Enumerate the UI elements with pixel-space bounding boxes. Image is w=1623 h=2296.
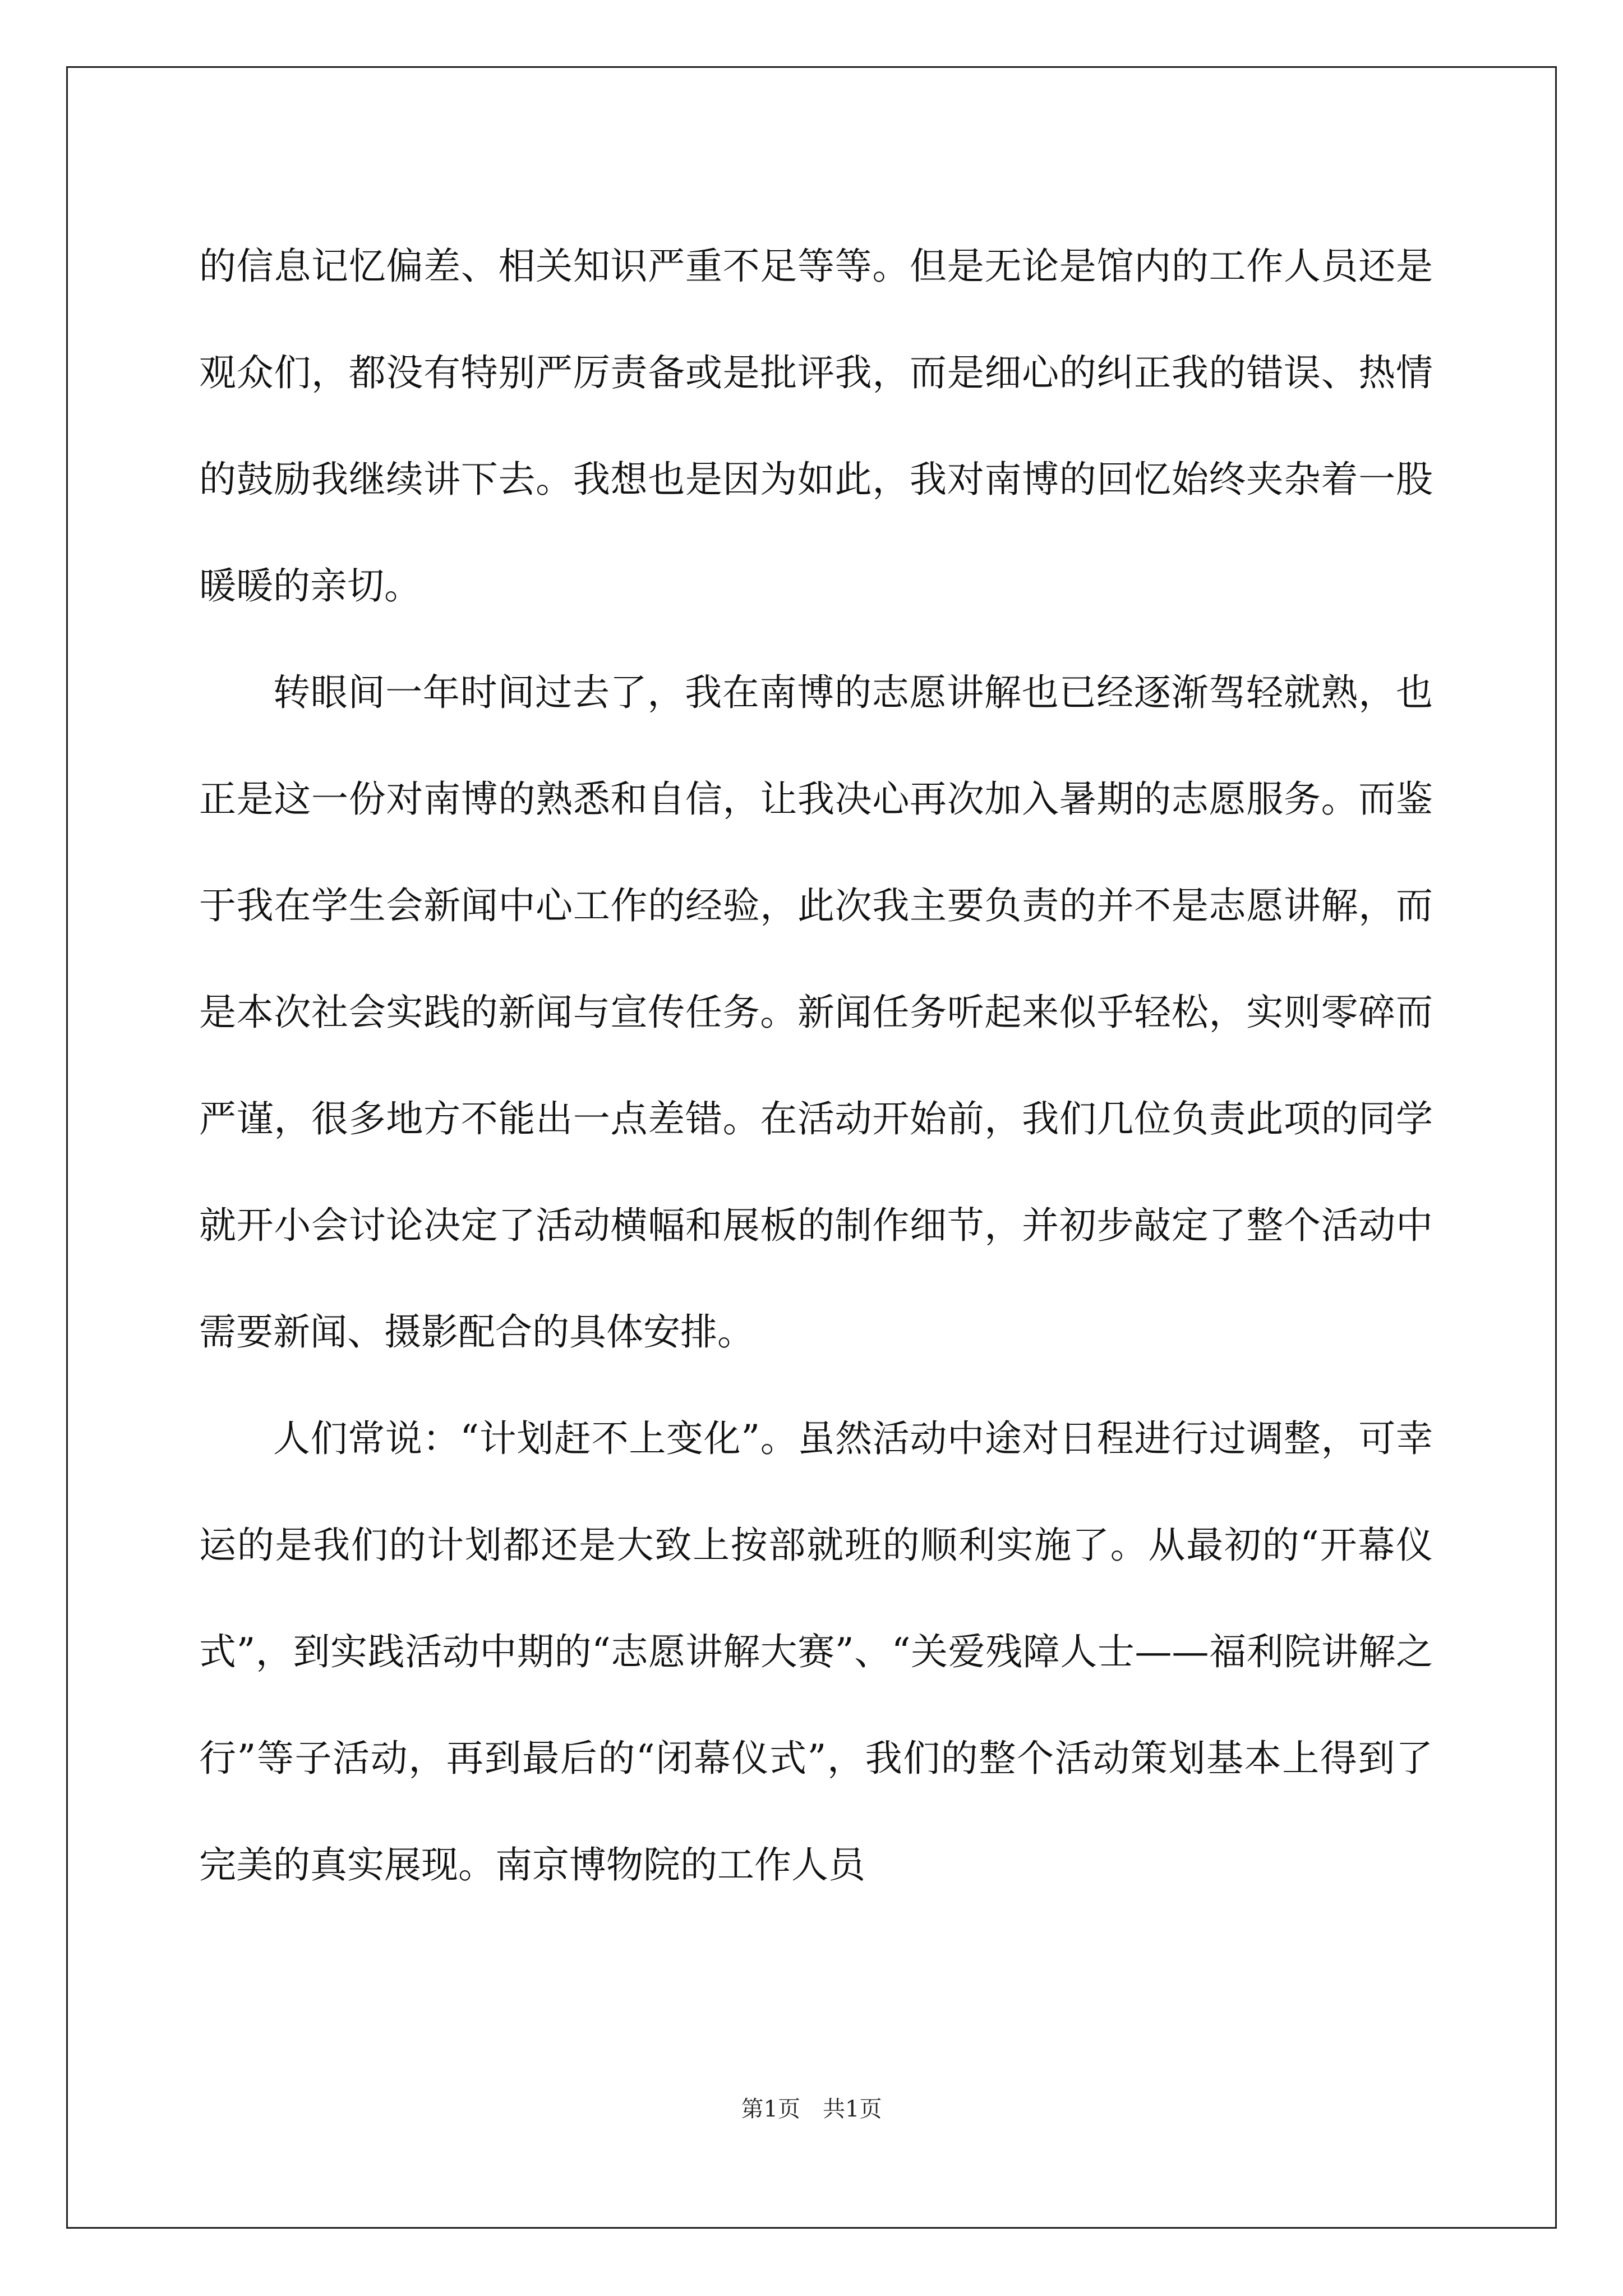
- paragraph-2: 转眼间一年时间过去了，我在南博的志愿讲解也已经逐渐驾轻就熟，也正是这一份对南博的熟悉和自信，让我决心再次加入暑期的志愿服务。而鉴于我在学生会新闻中心工作的经验，此次我主要负责的并不是志愿讲解，而是本次社会实践的新闻与宣传任务。新闻任务听起来似乎轻松，实则零碎而严谨，很多地方不能出一点差错。在活动开始前，我们几位负责此项的同学就开小会讨论决定了活动横幅和展板的制作细节，并初步敲定了整个活动中需要新闻、摄影配合的具体安排。: [199, 671, 1433, 1354]
- paragraph-1: 的信息记忆偏差、相关知识严重不足等等。但是无论是馆内的工作人员还是观众们，都没有特别严厉责备或是批评我，而是细心的纠正我的错误、热情的鼓励我继续讲下去。我想也是因为如此，我对南博的回忆始终夹杂着一股暖暖的亲切。: [199, 245, 1433, 608]
- document-body: [199, 213, 1433, 1918]
- page-footer: 第1页 共1页: [741, 2096, 882, 2122]
- paragraph-3: 人们常说：“计划赶不上变化”。虽然活动中途对日程进行过调整，可幸运的是我们的计划都还是大致上按部就班的顺利实施了。从最初的“开幕仪式”，到实践活动中期的“志愿讲解大赛”、“关爱残障人士——福利院讲解之行”等子活动，再到最后的“闭幕仪式”，我们的整个活动策划基本上得到了完美的真实展现。南京博物院的工作人员: [199, 1417, 1433, 1887]
